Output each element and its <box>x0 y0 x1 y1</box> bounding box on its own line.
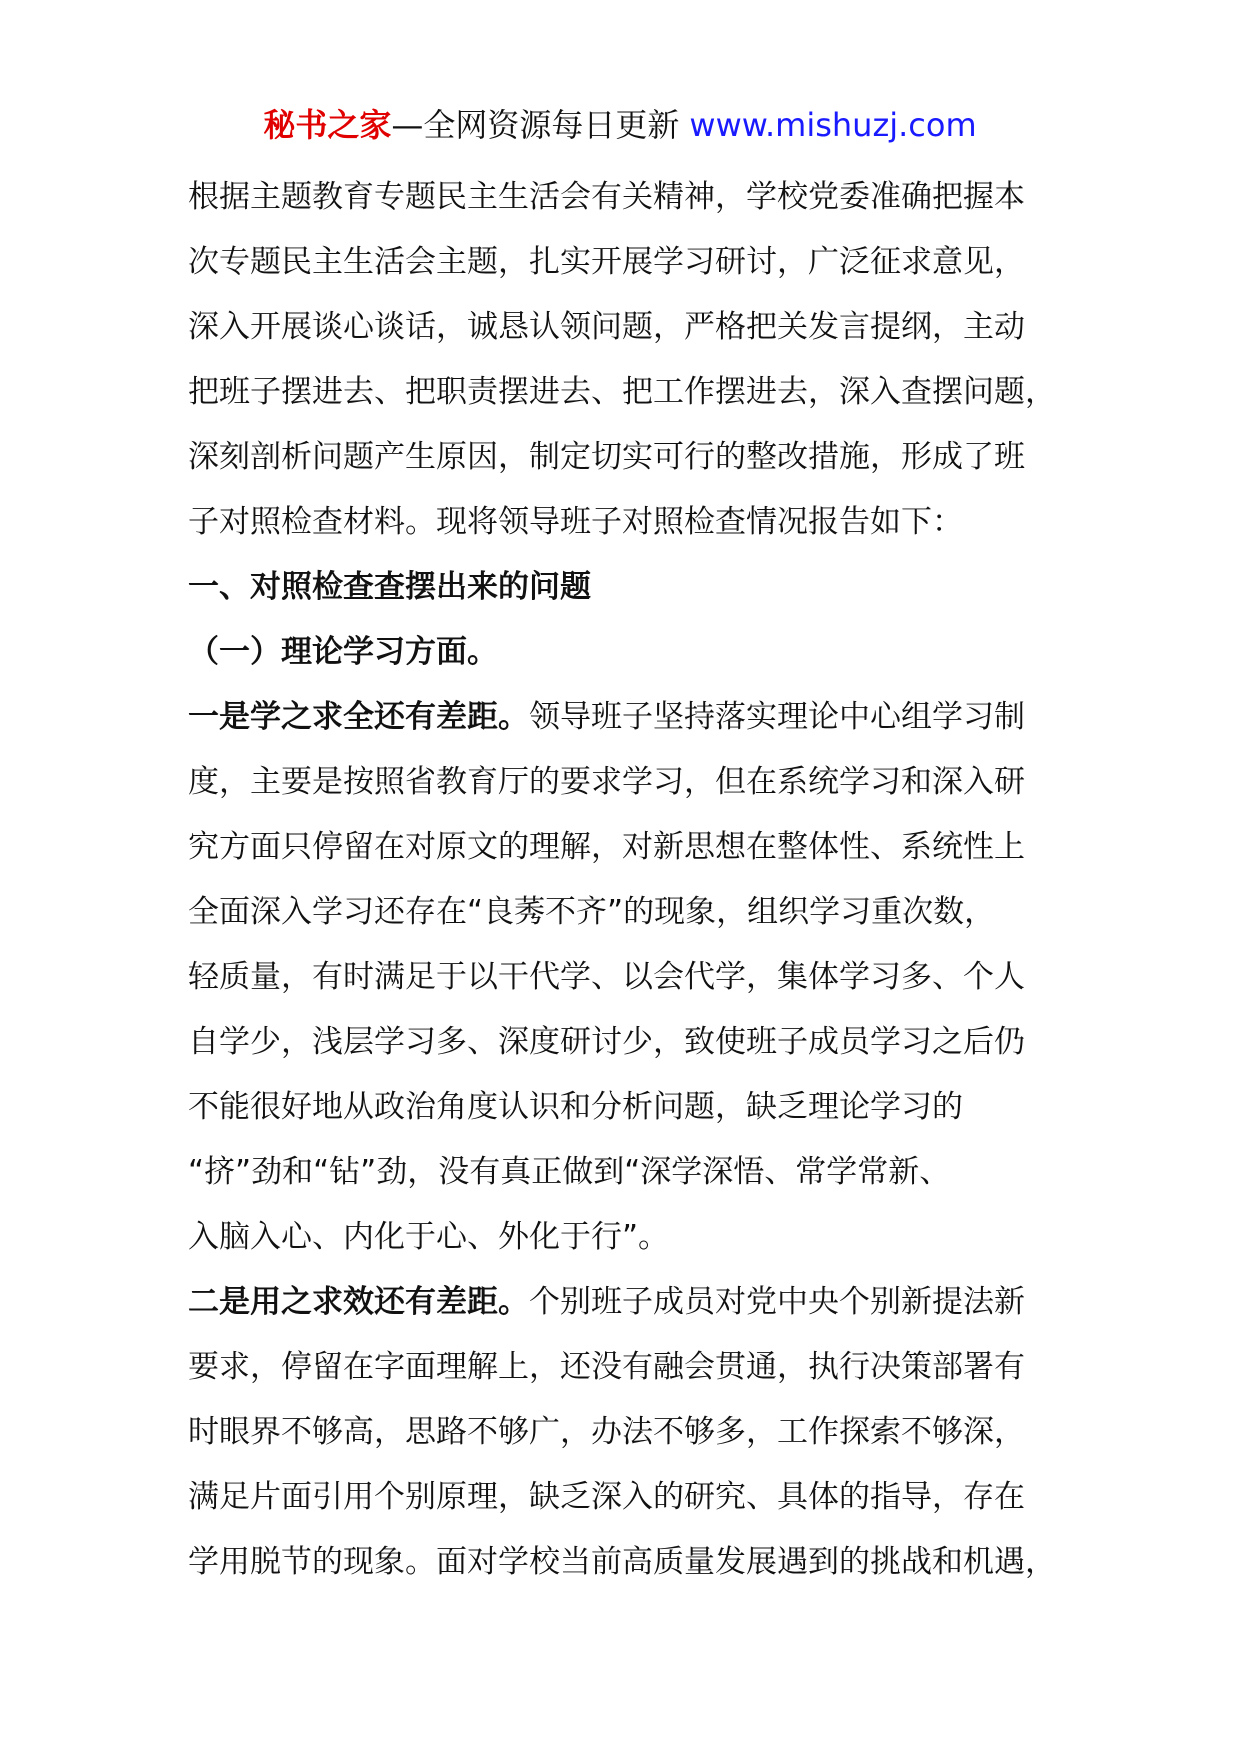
paragraph-line <box>188 425 1088 490</box>
line-text: 时眼界不够高，思路不够广，办法不够多，工作探索不够深， <box>188 1414 1025 1450</box>
paragraph-line <box>188 1270 1088 1335</box>
line-text: 满足片面引用个别原理，缺乏深入的研究、具体的指导，存在 <box>188 1479 1025 1515</box>
paragraph-line <box>188 1530 1088 1595</box>
line-text: 不能很好地从政治角度认识和分析问题，缺乏理论学习的 <box>188 1089 963 1125</box>
paragraph-line <box>188 165 1088 230</box>
paragraph-line <box>188 1465 1088 1530</box>
line-text: 自学少，浅层学习多、深度研讨少，致使班子成员学习之后仍 <box>188 1024 1025 1060</box>
line-text: 轻质量，有时满足于以干代学、以会代学，集体学习多、个人 <box>188 959 1025 995</box>
line-text: （一）理论学习方面。 <box>188 634 498 670</box>
paragraph-line <box>188 685 1088 750</box>
paragraph-line <box>188 945 1088 1010</box>
point-lead: 一是学之求全还有差距。 <box>188 699 529 735</box>
paragraph-line <box>188 1205 1088 1270</box>
document-body <box>188 165 1088 1595</box>
line-text: “挤”劲和“钻”劲，没有真正做到“深学深悟、常学常新、 <box>188 1154 951 1190</box>
line-text: 学用脱节的现象。面对学校当前高质量发展遇到的挑战和机遇， <box>188 1544 1056 1580</box>
header-slogan: —全网资源每日更新 <box>391 106 680 144</box>
line-text: 深入开展谈心谈话，诚恳认领问题，严格把关发言提纲，主动 <box>188 309 1025 345</box>
paragraph-line <box>188 230 1088 295</box>
line-text: 一、对照检查查摆出来的问题 <box>188 569 591 605</box>
paragraph-line <box>188 880 1088 945</box>
line-text: 入脑入心、内化于心、外化于行”。 <box>188 1219 670 1255</box>
brand-name: 秘书之家 <box>263 106 392 144</box>
line-text: 度，主要是按照省教育厅的要求学习，但在系统学习和深入研 <box>188 764 1025 800</box>
section-heading <box>188 620 1088 685</box>
paragraph-line <box>188 750 1088 815</box>
paragraph-line <box>188 1075 1088 1140</box>
line-text: 全面深入学习还存在“良莠不齐”的现象，组织学习重次数， <box>188 894 996 930</box>
line-text: 根据主题教育专题民主生活会有关精神，学校党委准确把握本 <box>188 179 1025 215</box>
paragraph-line <box>188 490 1088 555</box>
point-lead: 二是用之求效还有差距。 <box>188 1284 529 1320</box>
line-text: 次专题民主生活会主题，扎实开展学习研讨，广泛征求意见， <box>188 244 1025 280</box>
paragraph-line <box>188 295 1088 360</box>
paragraph-line <box>188 1140 1088 1205</box>
section-heading <box>188 555 1088 620</box>
page-header <box>0 100 1240 150</box>
line-text: 把班子摆进去、把职责摆进去、把工作摆进去，深入查摆问题， <box>188 374 1056 410</box>
line-text: 领导班子坚持落实理论中心组学习制 <box>529 699 1025 735</box>
paragraph-line <box>188 1335 1088 1400</box>
line-text: 个别班子成员对党中央个别新提法新 <box>529 1284 1025 1320</box>
line-text: 究方面只停留在对原文的理解，对新思想在整体性、系统性上 <box>188 829 1025 865</box>
paragraph-line <box>188 1400 1088 1465</box>
paragraph-line <box>188 815 1088 880</box>
line-text: 子对照检查材料。现将领导班子对照检查情况报告如下： <box>188 504 963 540</box>
paragraph-line <box>188 1010 1088 1075</box>
paragraph-line <box>188 360 1088 425</box>
website-link[interactable]: www.mishuzj.com <box>689 106 977 144</box>
line-text: 要求，停留在字面理解上，还没有融会贯通，执行决策部署有 <box>188 1349 1025 1385</box>
line-text: 深刻剖析问题产生原因，制定切实可行的整改措施，形成了班 <box>188 439 1025 475</box>
